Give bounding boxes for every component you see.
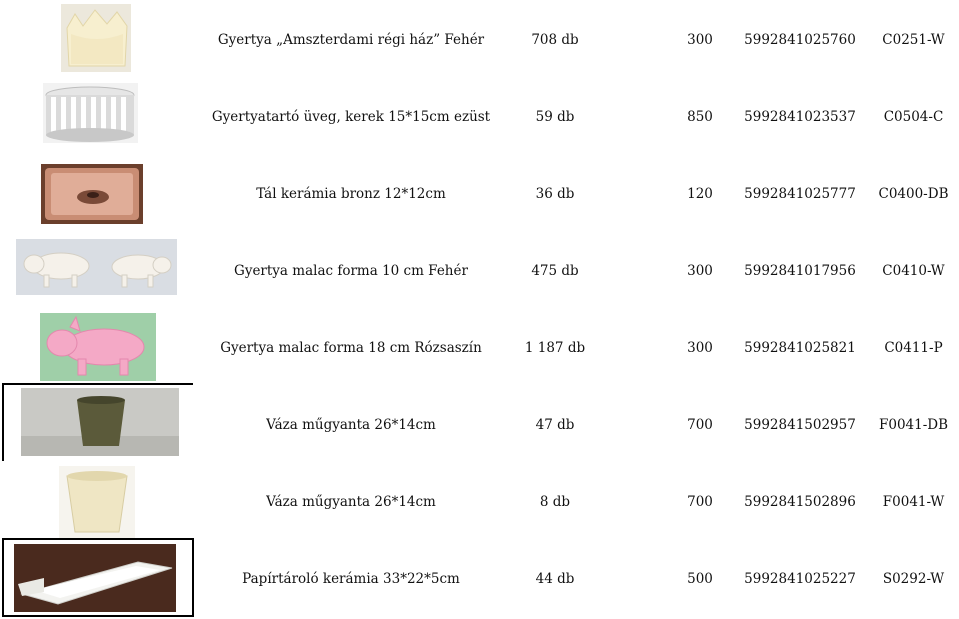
product-name: Gyertya malac forma 10 cm Fehér bbox=[234, 262, 468, 279]
product-barcode: 5992841023537 bbox=[744, 108, 856, 125]
product-barcode: 5992841502957 bbox=[744, 416, 856, 433]
product-barcode: 5992841025777 bbox=[744, 185, 856, 202]
product-quantity: 1 187 db bbox=[524, 339, 586, 356]
bronze-ceramic-tray-image bbox=[41, 164, 143, 224]
table-row bbox=[0, 540, 959, 617]
product-name: Váza műgyanta 26*14cm bbox=[266, 416, 436, 433]
product-price: 300 bbox=[687, 339, 713, 356]
product-price: 700 bbox=[687, 416, 713, 433]
table-row bbox=[0, 386, 959, 463]
table-row bbox=[0, 309, 959, 386]
cell-border-left bbox=[2, 383, 4, 461]
product-quantity: 44 db bbox=[535, 570, 575, 587]
cell-border-top bbox=[2, 538, 194, 540]
pink-pig-candle-image bbox=[40, 313, 156, 381]
table-row bbox=[0, 232, 959, 309]
product-price: 300 bbox=[687, 31, 713, 48]
product-quantity: 59 db bbox=[535, 108, 575, 125]
product-barcode: 5992841502896 bbox=[744, 493, 856, 510]
cell-border-bottom bbox=[2, 615, 194, 617]
table-row bbox=[0, 78, 959, 155]
product-code: C0411-P bbox=[884, 339, 943, 356]
table-row bbox=[0, 155, 959, 232]
product-name: Váza műgyanta 26*14cm bbox=[266, 493, 436, 510]
product-barcode: 5992841025821 bbox=[744, 339, 856, 356]
product-code: C0400-DB bbox=[878, 185, 949, 202]
product-name: Gyertyatartó üveg, kerek 15*15cm ezüst bbox=[211, 108, 491, 125]
product-quantity: 47 db bbox=[535, 416, 575, 433]
product-name: Tál kerámia bronz 12*12cm bbox=[256, 185, 446, 202]
white-paper-tray-image bbox=[14, 544, 176, 612]
product-code: C0251-W bbox=[882, 31, 945, 48]
product-price: 500 bbox=[687, 570, 713, 587]
product-code: C0410-W bbox=[882, 262, 945, 279]
product-barcode: 5992841017956 bbox=[744, 262, 856, 279]
olive-resin-vase-image bbox=[21, 388, 179, 456]
product-code: S0292-W bbox=[882, 570, 945, 587]
cell-border-top bbox=[2, 383, 193, 385]
product-name: Gyertya malac forma 18 cm Rózsaszín bbox=[220, 339, 482, 356]
white-pig-candles-image bbox=[16, 239, 177, 295]
product-name: Papírtároló kerámia 33*22*5cm bbox=[242, 570, 460, 587]
product-code: C0504-C bbox=[883, 108, 944, 125]
product-price: 850 bbox=[687, 108, 713, 125]
product-price: 300 bbox=[687, 262, 713, 279]
product-barcode: 5992841025227 bbox=[744, 570, 856, 587]
product-quantity: 36 db bbox=[535, 185, 575, 202]
product-quantity: 8 db bbox=[539, 493, 571, 510]
table-row bbox=[0, 463, 959, 540]
glass-candle-holder-image bbox=[43, 83, 138, 143]
product-price: 700 bbox=[687, 493, 713, 510]
table-row bbox=[0, 1, 959, 78]
product-code: F0041-W bbox=[882, 493, 945, 510]
cell-border-right bbox=[192, 538, 194, 617]
product-quantity: 708 db bbox=[531, 31, 579, 48]
product-quantity: 475 db bbox=[531, 262, 579, 279]
product-price: 120 bbox=[687, 185, 713, 202]
white-house-candle-image bbox=[61, 4, 131, 72]
cell-border-left bbox=[2, 538, 4, 617]
product-barcode: 5992841025760 bbox=[744, 31, 856, 48]
product-code: F0041-DB bbox=[878, 416, 949, 433]
cream-resin-vase-image bbox=[59, 466, 135, 538]
product-name: Gyertya „Amszterdami régi ház” Fehér bbox=[217, 31, 485, 48]
